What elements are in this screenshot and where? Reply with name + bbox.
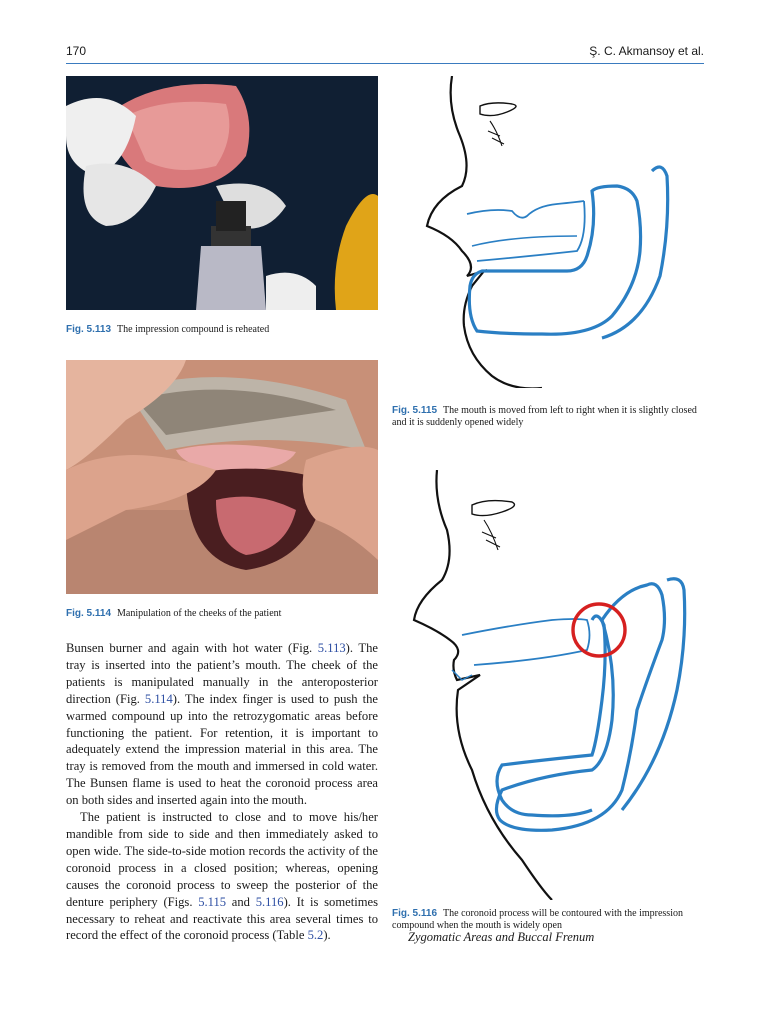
fig-5-116-text: The coronoid process will be contoured with the impression compound when the mouth is widely open [392, 908, 683, 931]
fig-5-115-label: Fig. 5.115 [392, 405, 438, 416]
ref-fig-5-113[interactable]: 5.113 [317, 641, 346, 655]
running-header [66, 44, 704, 64]
paragraph-1: Bunsen burner and again with hot water (Fig. 5.113). The tray is inserted into the patient’s mouth. The cheek of the patients is manipulated manually in the anteroposterior direction (Fig. 5.114). The index finger is used to push the warmed compound up into the retrozygomatic areas before functioning the patient. For retention, it is important to adequately extend the impression material in this area. The tray is removed from the mouth and immersed in cold water. The Bunsen flame is used to heat the coronoid process area on both sides and inserted again into the mouth. [66, 641, 379, 808]
ref-fig-5-116[interactable]: 5.116 [255, 894, 284, 909]
fig-5-113-text: The impression compound is reheated [117, 324, 270, 335]
fig-5-114-caption [66, 608, 378, 620]
ref-fig-5-115[interactable]: 5.115 [198, 894, 227, 909]
fig-5-115-text: The mouth is moved from left to right when it is slightly closed and it is suddenly opened widely [392, 405, 697, 428]
fig-5-113-photo [66, 76, 378, 310]
fig-5-114-text: Manipulation of the cheeks of the patient [117, 608, 282, 619]
highlight-circle [573, 604, 625, 656]
fig-5-115-drawing [392, 76, 704, 388]
fig-5-113-caption [66, 324, 378, 336]
fig-5-114-label: Fig. 5.114 [66, 608, 112, 619]
fig-5-114-photo [66, 360, 378, 594]
paragraph-2: The patient is instructed to close and to move his/her mandible from side to side and then immediately asked to open wide. The side-to-side motion records the activity of the coronoid process in a closed position; whereas, opening causes the coronoid process to sweep the posterior of the denture periphery (Figs. 5.115 and 5.116). It is sometimes necessary to reheat and reactivate this area several times to record the effect of the coronoid process (Table 5.2). [66, 810, 378, 943]
body-text [66, 640, 378, 944]
page-number: 170 [66, 44, 87, 58]
fig-5-116-drawing [392, 470, 704, 900]
running-head-authors: Ş. C. Akmansoy et al. [589, 44, 704, 58]
header-rule [66, 63, 704, 64]
fig-5-116-caption [392, 908, 704, 932]
section-subheading: Zygomatic Areas and Buccal Frenum [408, 930, 595, 944]
fig-5-115-caption [392, 405, 704, 429]
fig-5-116-label: Fig. 5.116 [392, 908, 438, 919]
fig-5-113-label: Fig. 5.113 [66, 324, 112, 335]
ref-table-5-2[interactable]: 5.2 [307, 928, 324, 943]
ref-fig-5-114[interactable]: 5.114 [144, 691, 173, 706]
